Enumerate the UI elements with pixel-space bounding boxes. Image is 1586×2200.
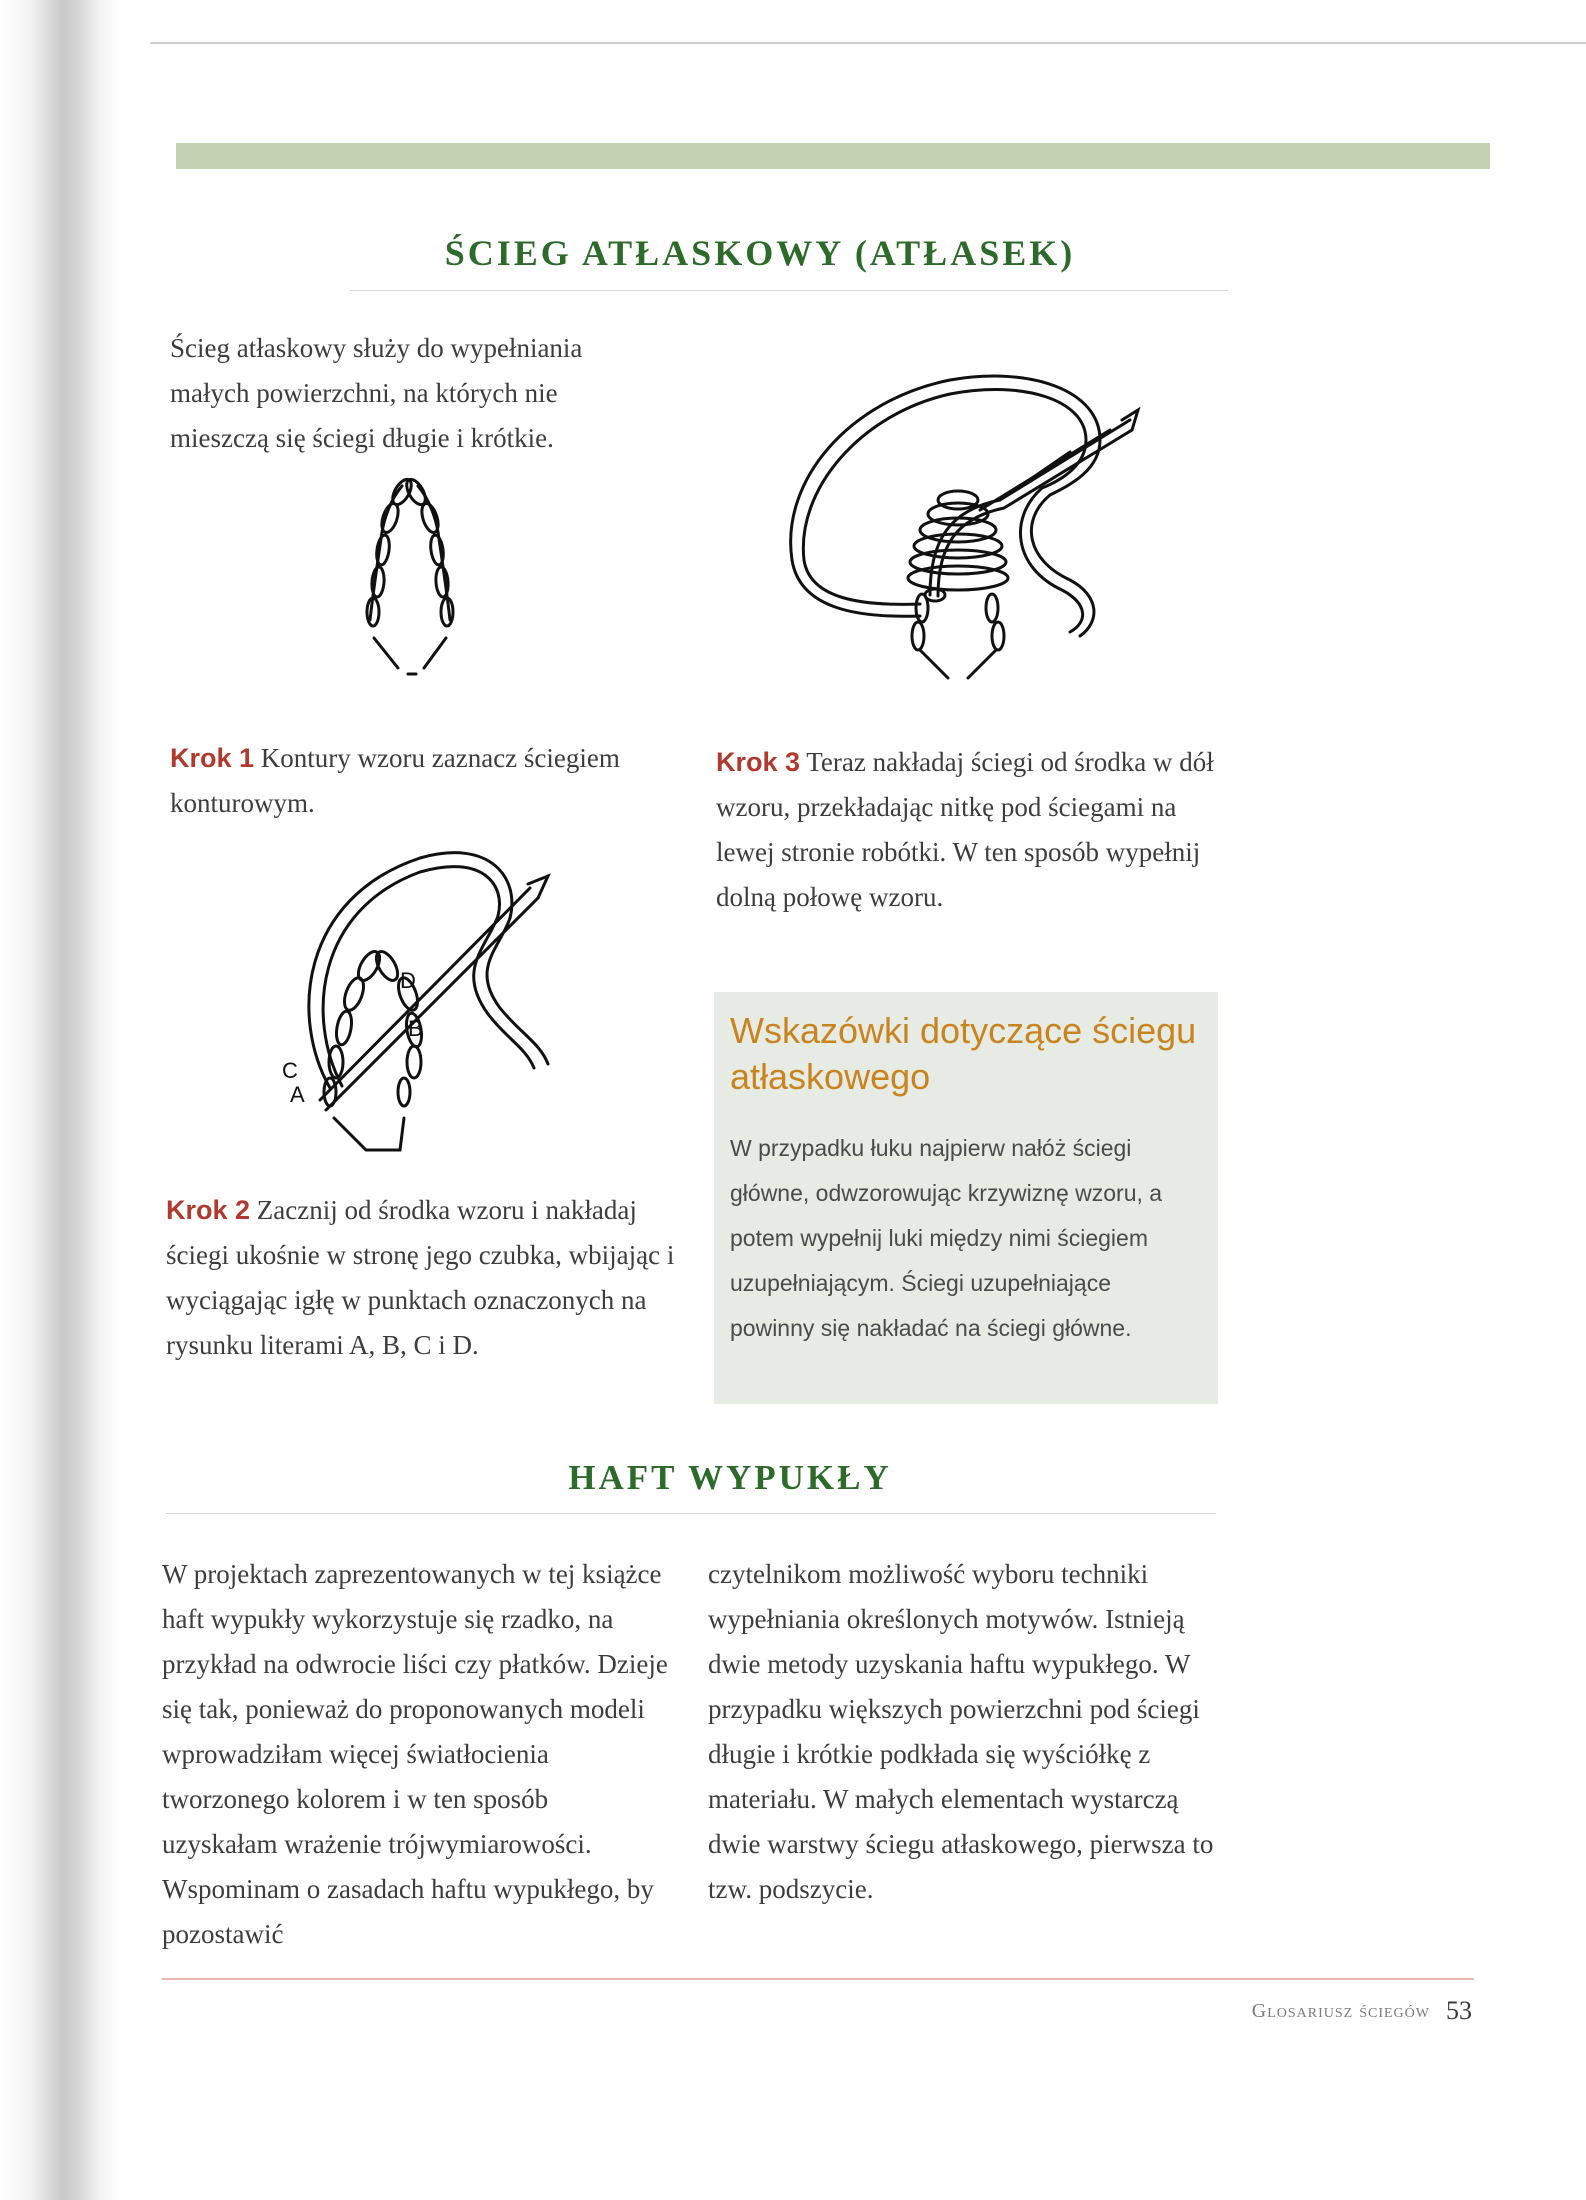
page-top-edge [150,42,1586,44]
step-3-body: Teraz nakładaj ściegi od środka w dół wzoru, przekładając nitkę pod ściegami na lewej stronie robótki. W ten sposób wypełnij dolną połowę wzoru. [716,747,1214,912]
page-number: 53 [1446,1996,1472,2025]
tips-body: W przypadku łuku najpierw nałóż ściegi główne, odwzorowując krzywiznę wzoru, a potem wypełnij luki między nimi ściegiem uzupełniającym. Ściegi uzupełniające powinny się nakładać na ściegi główne. [730,1135,1163,1341]
figure-step3-hoop [770,360,1150,690]
step-2-body: Zacznij od środka wzoru i nakładaj ściegi ukośnie w stronę jego czubka, wbijając i wyciągając igłę w punktach oznaczonych na rysunku literami A, B, C i D. [166,1195,675,1360]
footer-rule [162,1978,1474,1980]
raised-col-2: czytelnikom możliwość wyboru techniki wypełniania określonych motywów. Istnieją dwie metody uzyskania haftu wypukłego. W przypadku większych powierzchni pod ściegi długie i krótkie podkłada się wyściółkę z materiału. W małych elementach wystarczą dwie warstwy ściegu atłaskowego, pierwsza to tzw. podszycie. [708,1559,1214,1904]
figure-label-a: A [290,1082,305,1107]
figure-step1-outline [340,470,480,680]
step-2-text [166,1188,676,1368]
step-3-label: Krok 3 [716,747,801,777]
raised-col-1: W projektach zaprezentowanych w tej książce haft wypukły wykorzystuje się rzadko, na przykład na odwrocie liści czy płatków. Dzieje się tak, ponieważ do proponowanych modeli wprowadziłam więcej światłocienia tworzonego kolorem i w ten sposób uzyskałam wrażenie trójwymiarowości. Wspominam o zasadach haftu wypukłego, by pozostawić [162,1559,668,1949]
figure-step2-diagonal-stitches [270,838,580,1168]
section-title-rule [350,290,1228,291]
step-1-body: Kontury wzoru zaznacz ściegiem konturowym. [170,743,620,818]
tips-box [714,992,1218,1404]
step-3-text [716,740,1216,920]
page-gutter-shadow [0,0,120,2200]
step-2-label: Krok 2 [166,1195,251,1225]
figure-label-d: D [400,968,416,993]
decorative-header-band [176,143,1490,169]
intro-paragraph: Ścieg atłaskowy służy do wypełniania małych powierzchni, na których nie mieszczą się ściegi długie i krótkie. [170,333,583,453]
tips-title: Wskazówki dotyczące ściegu atłaskowego [730,1010,1197,1097]
section2-title-rule [166,1513,1216,1514]
step-1-label: Krok 1 [170,743,255,773]
running-head: Glosariusz ściegów [1251,2000,1430,2022]
section-title-raised-embroidery: HAFT WYPUKŁY [568,1458,892,1497]
figure-label-b: B [408,1016,423,1041]
figure-label-c: C [282,1058,298,1083]
step-1-text [170,736,670,826]
section-title-satin-stitch: ŚCIEG ATŁASKOWY (ATŁASEK) [444,233,1076,273]
